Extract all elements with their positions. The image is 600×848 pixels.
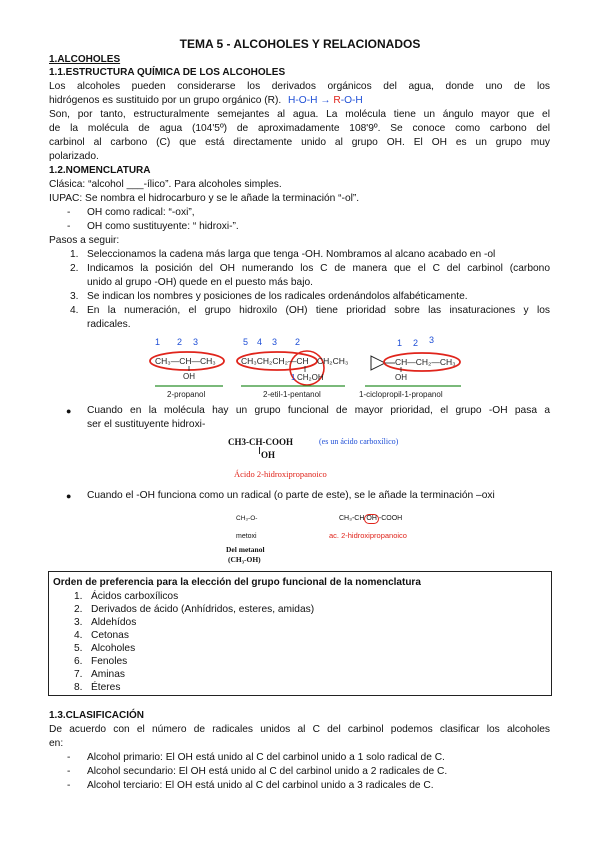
paragraph-line: de la molécula de agua (104'5º) de aproximadamente 108'9º. Se conoce como carbono del [49,123,550,134]
paragraph-line: en: [49,738,64,749]
formula-part: -COOH [378,515,403,522]
step-number: 4. [70,305,79,316]
carbon-number: 5 [243,337,249,347]
bullet-text-cont: ser el sustituyente hidroxi- [87,419,206,430]
dash-bullet: - [67,207,71,218]
bullet-dot: ● [66,491,72,501]
dash-bullet: - [67,780,71,791]
priority-item: Éteres [91,682,121,693]
molecule-name: 2-propanol [167,390,206,399]
classification-item: Alcohol primario: El OH está unido al C del carbinol unido a 1 solo radical de C. [87,752,445,763]
dash-item: OH como sustituyente: “ hidroxi-”. [87,221,239,232]
priority-item: Aldehídos [91,617,137,628]
formula-lactic-acid: CH3-CH-COOH [228,437,293,447]
bond-line [259,447,260,454]
priority-item: Cetonas [91,630,129,641]
oh-group: OH [395,373,407,382]
molecule-name: 2-etil-1-pentanol [263,390,321,399]
step-text-cont: unido al grupo -OH) quede en el puesto más bajo. [87,277,313,288]
lactic-formula [339,513,402,525]
priority-num: 8. [74,682,83,693]
bullet-text: Cuando el -OH funciona como un radical (o parte de este), se le añade la terminación –oxi [87,490,495,501]
metoxi-source: Del metanol [226,545,265,554]
oh-group: CH₂OH [297,373,324,382]
chain-formula: CH—CH₂—CH₃ [395,357,456,367]
chain-formula: CH₃—CH—CH₃ [155,356,216,366]
section-heading-alcoholes: 1.ALCOHOLES [49,54,121,65]
step-text-cont: radicales. [87,319,131,330]
acid-name: Ácido 2-hidroxipropanoico [234,469,327,479]
step-text: En la numeración, el grupo hidroxilo (OH) tiene prioridad sobre las insaturaciones y los [87,305,550,316]
carbon-number: 3 [272,337,278,347]
paragraph-line: carbinol al carbono (C) que está directamente unido al grupo OH. El OH es un grupo muy [49,137,550,148]
formula-oh: -O-H [340,95,363,106]
clasica-line: Clásica: “alcohol ___-ílico”. Para alcoholes simples. [49,179,282,190]
paragraph-line-with-formula [49,95,363,107]
step-text: Seleccionamos la cadena más larga que tenga -OH. Nombramos al alcano acabado en -ol [87,249,496,260]
metoxi-source-formula: (CH₃-OH) [228,555,261,564]
dash-bullet: - [67,221,71,232]
step-number: 3. [70,291,79,302]
formula-water: H-O-H [288,95,318,106]
priority-item: Alcoholes [91,643,136,654]
carbon-number: 2 [413,338,419,348]
bullet-text: Cuando en la molécula hay un grupo funcional de mayor prioridad, el grupo -OH pasa a [87,405,550,416]
carbon-number: 2 [295,337,301,347]
chain-formula: CH₂CH₃ [317,356,349,366]
lactic-name: ac. 2-hidroxipropanoico [329,531,407,540]
carbon-number: 3 [193,337,199,347]
carbon-number: 1 [291,373,296,382]
priority-num: 7. [74,669,83,680]
step-text: Se indican los nombres y posiciones de los radicales ordenándolos alfabéticamente. [87,291,468,302]
priority-item: Ácidos carboxílicos [91,591,179,602]
molecule-2-propanol [150,337,224,399]
priority-item: Fenoles [91,656,128,667]
subsection-heading-estructura: 1.1.ESTRUCTURA QUÍMICA DE LOS ALCOHOLES [49,67,286,78]
step-number: 2. [70,263,79,274]
iupac-line: IUPAC: Se nombra el hidrocarburo y se le añade la terminación “-ol”. [49,193,360,204]
molecule-1-ciclopropil-1-propanol [359,335,461,399]
paragraph-text: hidrógenos es sustituido por un grupo orgánico (R). [49,95,282,106]
cyclopropyl-ring [371,356,385,370]
dash-bullet: - [67,766,71,777]
formula-r: R [333,95,341,106]
oh-group: OH [261,450,276,460]
step-number: 1. [70,249,79,260]
metoxi-formula: CH₃-O- [236,515,258,522]
carbon-number: 4 [257,337,263,347]
priority-item: Aminas [91,669,125,680]
bullet-dot: ● [66,406,72,416]
oh-highlight: OH [366,515,377,522]
formula-note: (es un ácido carboxílico) [319,437,399,446]
classification-item: Alcohol terciario: El OH está unido al C del carbinol unido a 3 radicales de C. [87,780,434,791]
formula-part: CH₃-CH [339,515,365,522]
subsection-heading-nomenclatura: 1.2.NOMENCLATURA [49,165,151,176]
priority-num: 5. [74,643,83,654]
subsection-heading-clasificacion: 1.3.CLASIFICACIÓN [49,710,145,721]
priority-item: Derivados de ácido (Anhídridos, esteres, amidas) [91,604,315,615]
dash-item: OH como radical: “-oxi”, [87,207,195,218]
carbon-number: 1 [397,338,403,348]
priority-box-heading: Orden de preferencia para la elección del grupo funcional de la nomenclatura [53,577,421,588]
page-title: TEMA 5 - ALCOHOLES Y RELACIONADOS [179,37,421,51]
metoxi-name: metoxi [236,533,257,540]
paragraph-line: Los alcoholes pueden considerarse los derivados orgánicos del agua, donde uno de los [49,81,550,92]
oh-group: OH [183,372,195,381]
molecule-name: 1-ciclopropil-1-propanol [359,390,443,399]
carbon-number: 3 [429,335,435,345]
priority-num: 3. [74,617,83,628]
paragraph-line: De acuerdo con el número de radicales unidos al C del carbinol podemos clasificar los alcoholes [49,724,550,735]
chain-formula: CH₃CH₂CH₂—CH [241,356,309,366]
carbon-number: 2 [177,337,183,347]
alcohol-examples-figure [145,334,555,402]
dash-bullet: - [67,752,71,763]
priority-num: 2. [74,604,83,615]
priority-num: 6. [74,656,83,667]
step-text: Indicamos la posición del OH numerando los C de manera que el C del carbinol (carbono [87,263,550,274]
carbon-number: 1 [155,337,161,347]
molecule-2-etil-1-pentanol [237,337,348,399]
paragraph-line: polarizado. [49,151,99,162]
paragraph-line: Son, por tanto, estructuralmente semejantes al agua. La molécula tiene un ángulo mayor que el [49,109,550,120]
formula-arrow: → [320,95,331,106]
classification-item: Alcohol secundario: El OH está unido al C del carbinol unido a 2 radicales de C. [87,766,448,777]
pasos-label: Pasos a seguir: [49,235,120,246]
priority-num: 4. [74,630,83,641]
priority-num: 1. [74,591,83,602]
